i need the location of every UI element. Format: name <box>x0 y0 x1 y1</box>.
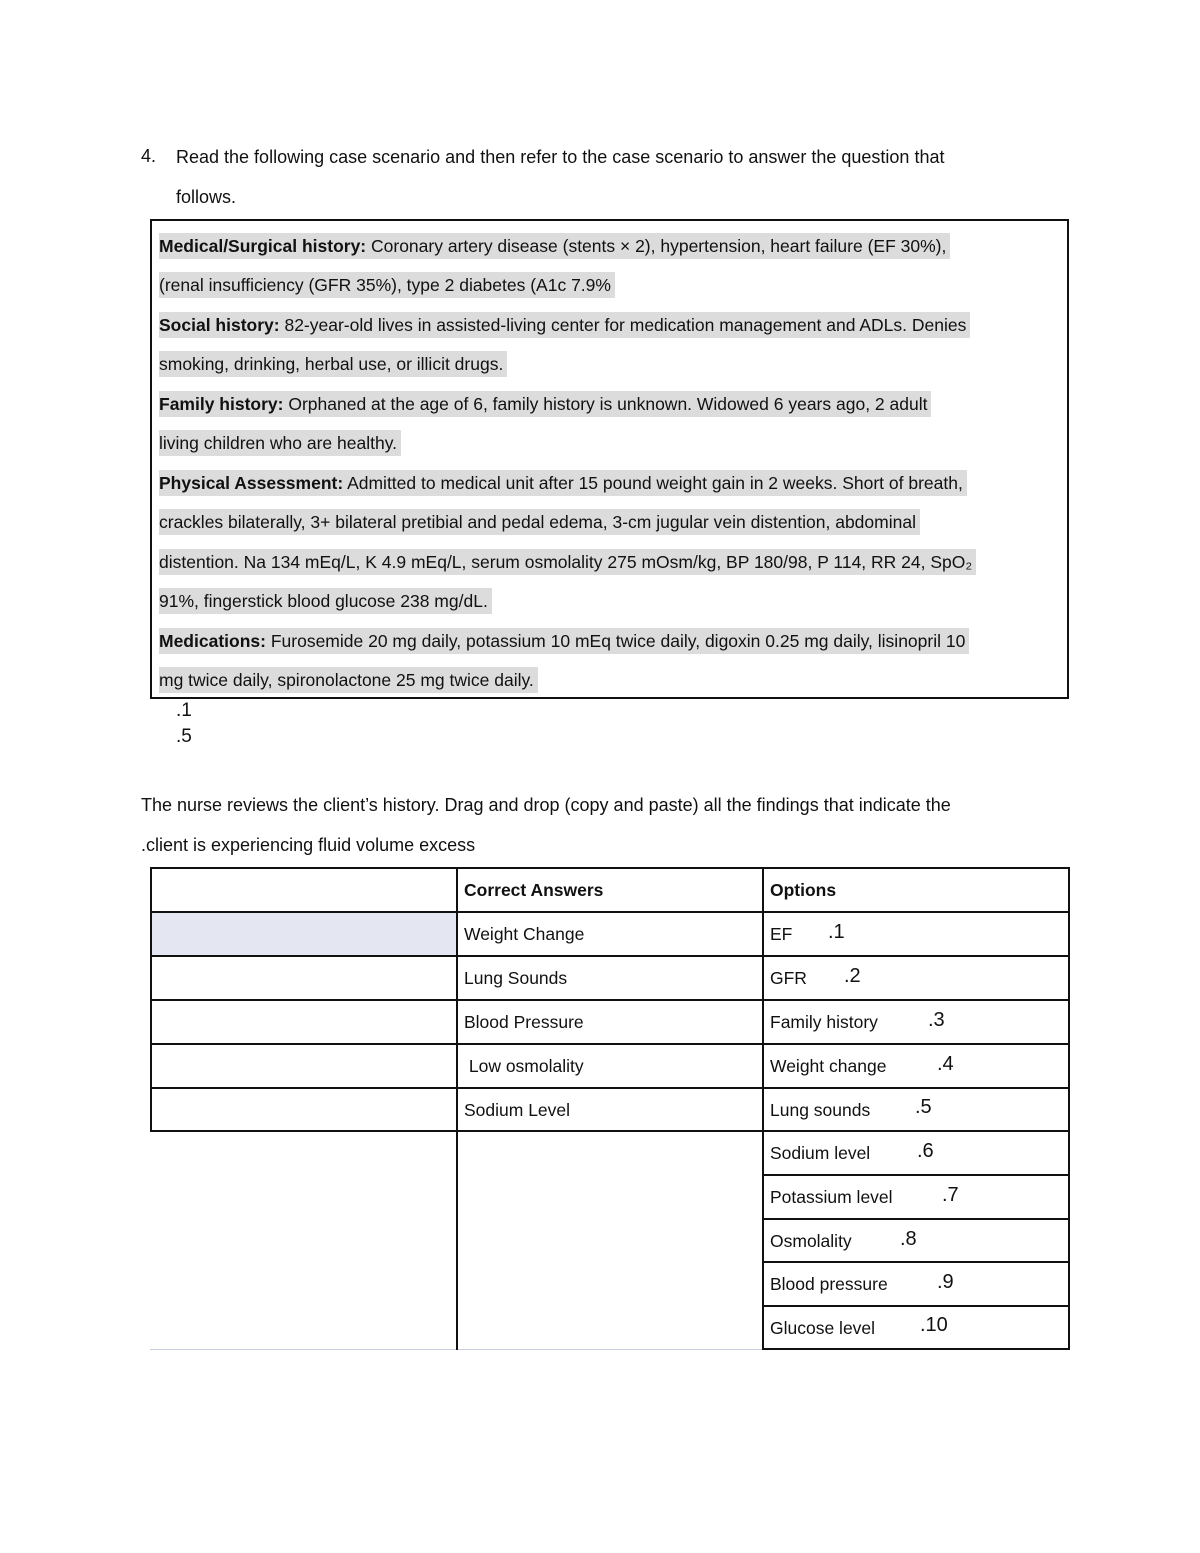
table-line <box>762 1348 1070 1350</box>
option-item[interactable] <box>762 1132 1068 1163</box>
scenario-label-medications: Medications: <box>159 631 266 651</box>
scenario-row <box>159 351 507 377</box>
instruction-line-1: The nurse reviews the client’s history. Drag and drop (copy and paste) all the findings that indicate the <box>141 795 951 815</box>
instruction-line-2: .client is experiencing fluid volume excess <box>141 835 476 855</box>
header-options: Options <box>770 880 837 900</box>
option-number: .5 <box>915 1096 932 1118</box>
option-item[interactable] <box>762 1045 1068 1076</box>
scenario-text: Furosemide 20 mg daily, potassium 10 mEq twice daily, digoxin 0.25 mg daily, lisinopril 10 <box>265 631 966 651</box>
option-item[interactable] <box>762 957 1068 988</box>
scenario-text: Admitted to medical unit after 15 pound weight gain in 2 weeks. Short of breath, <box>343 473 963 493</box>
option-label: Potassium level <box>770 1187 893 1207</box>
option-number: .3 <box>928 1009 945 1031</box>
correct-answer: Sodium Level <box>464 1100 571 1120</box>
scenario-row <box>159 233 950 259</box>
option-label: EF <box>770 924 793 944</box>
scenario-label-social: Social history: <box>159 315 280 335</box>
scenario-label-medical-surgical: Medical/Surgical history: <box>159 236 367 256</box>
scenario-row <box>159 430 401 456</box>
drop-zone[interactable] <box>152 1045 456 1087</box>
option-item[interactable] <box>762 1220 1068 1251</box>
header-correct-answers: Correct Answers <box>464 880 604 900</box>
option-number: .8 <box>900 1228 917 1250</box>
scenario-text: 82-year-old lives in assisted-living center for medication management and ADLs. Denies <box>279 315 967 335</box>
option-label: Blood pressure <box>770 1274 888 1294</box>
scenario-row <box>159 391 931 417</box>
scenario-row <box>159 588 492 614</box>
option-label: Sodium level <box>770 1143 871 1163</box>
option-number: .4 <box>937 1053 954 1075</box>
drop-zone[interactable] <box>152 1089 456 1130</box>
scenario-text: living children who are healthy. <box>159 433 398 453</box>
scenario-label-physical: Physical Assessment: <box>159 473 344 493</box>
scenario-row <box>159 470 967 496</box>
stray-number: .5 <box>176 726 192 747</box>
correct-answer: Low osmolality <box>464 1056 584 1076</box>
option-item[interactable] <box>762 1307 1068 1338</box>
table-line <box>1068 867 1070 1350</box>
option-label: GFR <box>770 968 807 988</box>
question-number: 4. <box>141 146 157 166</box>
correct-answer: Blood Pressure <box>464 1012 584 1032</box>
scenario-row <box>159 549 976 575</box>
option-label: Weight change <box>770 1056 887 1076</box>
option-item[interactable] <box>762 1176 1068 1207</box>
scenario-text: Orphaned at the age of 6, family history is unknown. Widowed 6 years ago, 2 adult <box>283 394 928 414</box>
scenario-row <box>159 272 615 298</box>
scenario-text: Coronary artery disease (stents × 2), hypertension, heart failure (EF 30%), <box>366 236 947 256</box>
question-text-line-2: follows. <box>176 187 237 207</box>
option-item[interactable] <box>762 913 1068 944</box>
option-number: .2 <box>844 965 861 987</box>
scenario-row <box>159 628 969 654</box>
scenario-label-family: Family history: <box>159 394 284 414</box>
option-label: Osmolality <box>770 1231 852 1251</box>
option-number: .9 <box>937 1271 954 1293</box>
option-number: .7 <box>942 1184 959 1206</box>
scenario-text: distention. Na 134 mEq/L, K 4.9 mEq/L, serum osmolality 275 mOsm/kg, BP 180/98, P 114, RR 24, SpO₂ <box>159 552 973 572</box>
case-scenario-box <box>150 219 1069 699</box>
option-item[interactable] <box>762 1089 1068 1120</box>
scenario-text: smoking, drinking, herbal use, or illicit drugs. <box>159 354 504 374</box>
scenario-text: (renal insufficiency (GFR 35%), type 2 diabetes (A1c 7.9% <box>159 275 611 295</box>
scenario-text: 91%, fingerstick blood glucose 238 mg/dL. <box>159 591 488 611</box>
scenario-row <box>159 312 970 338</box>
drop-target-highlight[interactable] <box>152 913 456 955</box>
scenario-row <box>159 667 538 693</box>
option-item[interactable] <box>762 1001 1068 1032</box>
correct-answer: Lung Sounds <box>464 968 568 988</box>
drop-zone[interactable] <box>152 957 456 999</box>
question-text-line-1: Read the following case scenario and then refer to the case scenario to answer the question that <box>176 147 945 167</box>
option-number: .10 <box>920 1314 948 1336</box>
scenario-text: crackles bilaterally, 3+ bilateral pretibial and pedal edema, 3-cm jugular vein distention, abdominal <box>159 512 916 532</box>
drop-zone[interactable] <box>152 1001 456 1043</box>
scenario-text: mg twice daily, spironolactone 25 mg twice daily. <box>159 670 534 690</box>
stray-number: .1 <box>176 700 192 721</box>
scenario-row <box>159 509 920 535</box>
correct-answer: Weight Change <box>464 924 585 944</box>
option-label: Glucose level <box>770 1318 876 1338</box>
option-item[interactable] <box>762 1263 1068 1294</box>
option-label: Family history <box>770 1012 878 1032</box>
option-number: .6 <box>917 1140 934 1162</box>
option-number: .1 <box>828 921 845 943</box>
option-label: Lung sounds <box>770 1100 871 1120</box>
